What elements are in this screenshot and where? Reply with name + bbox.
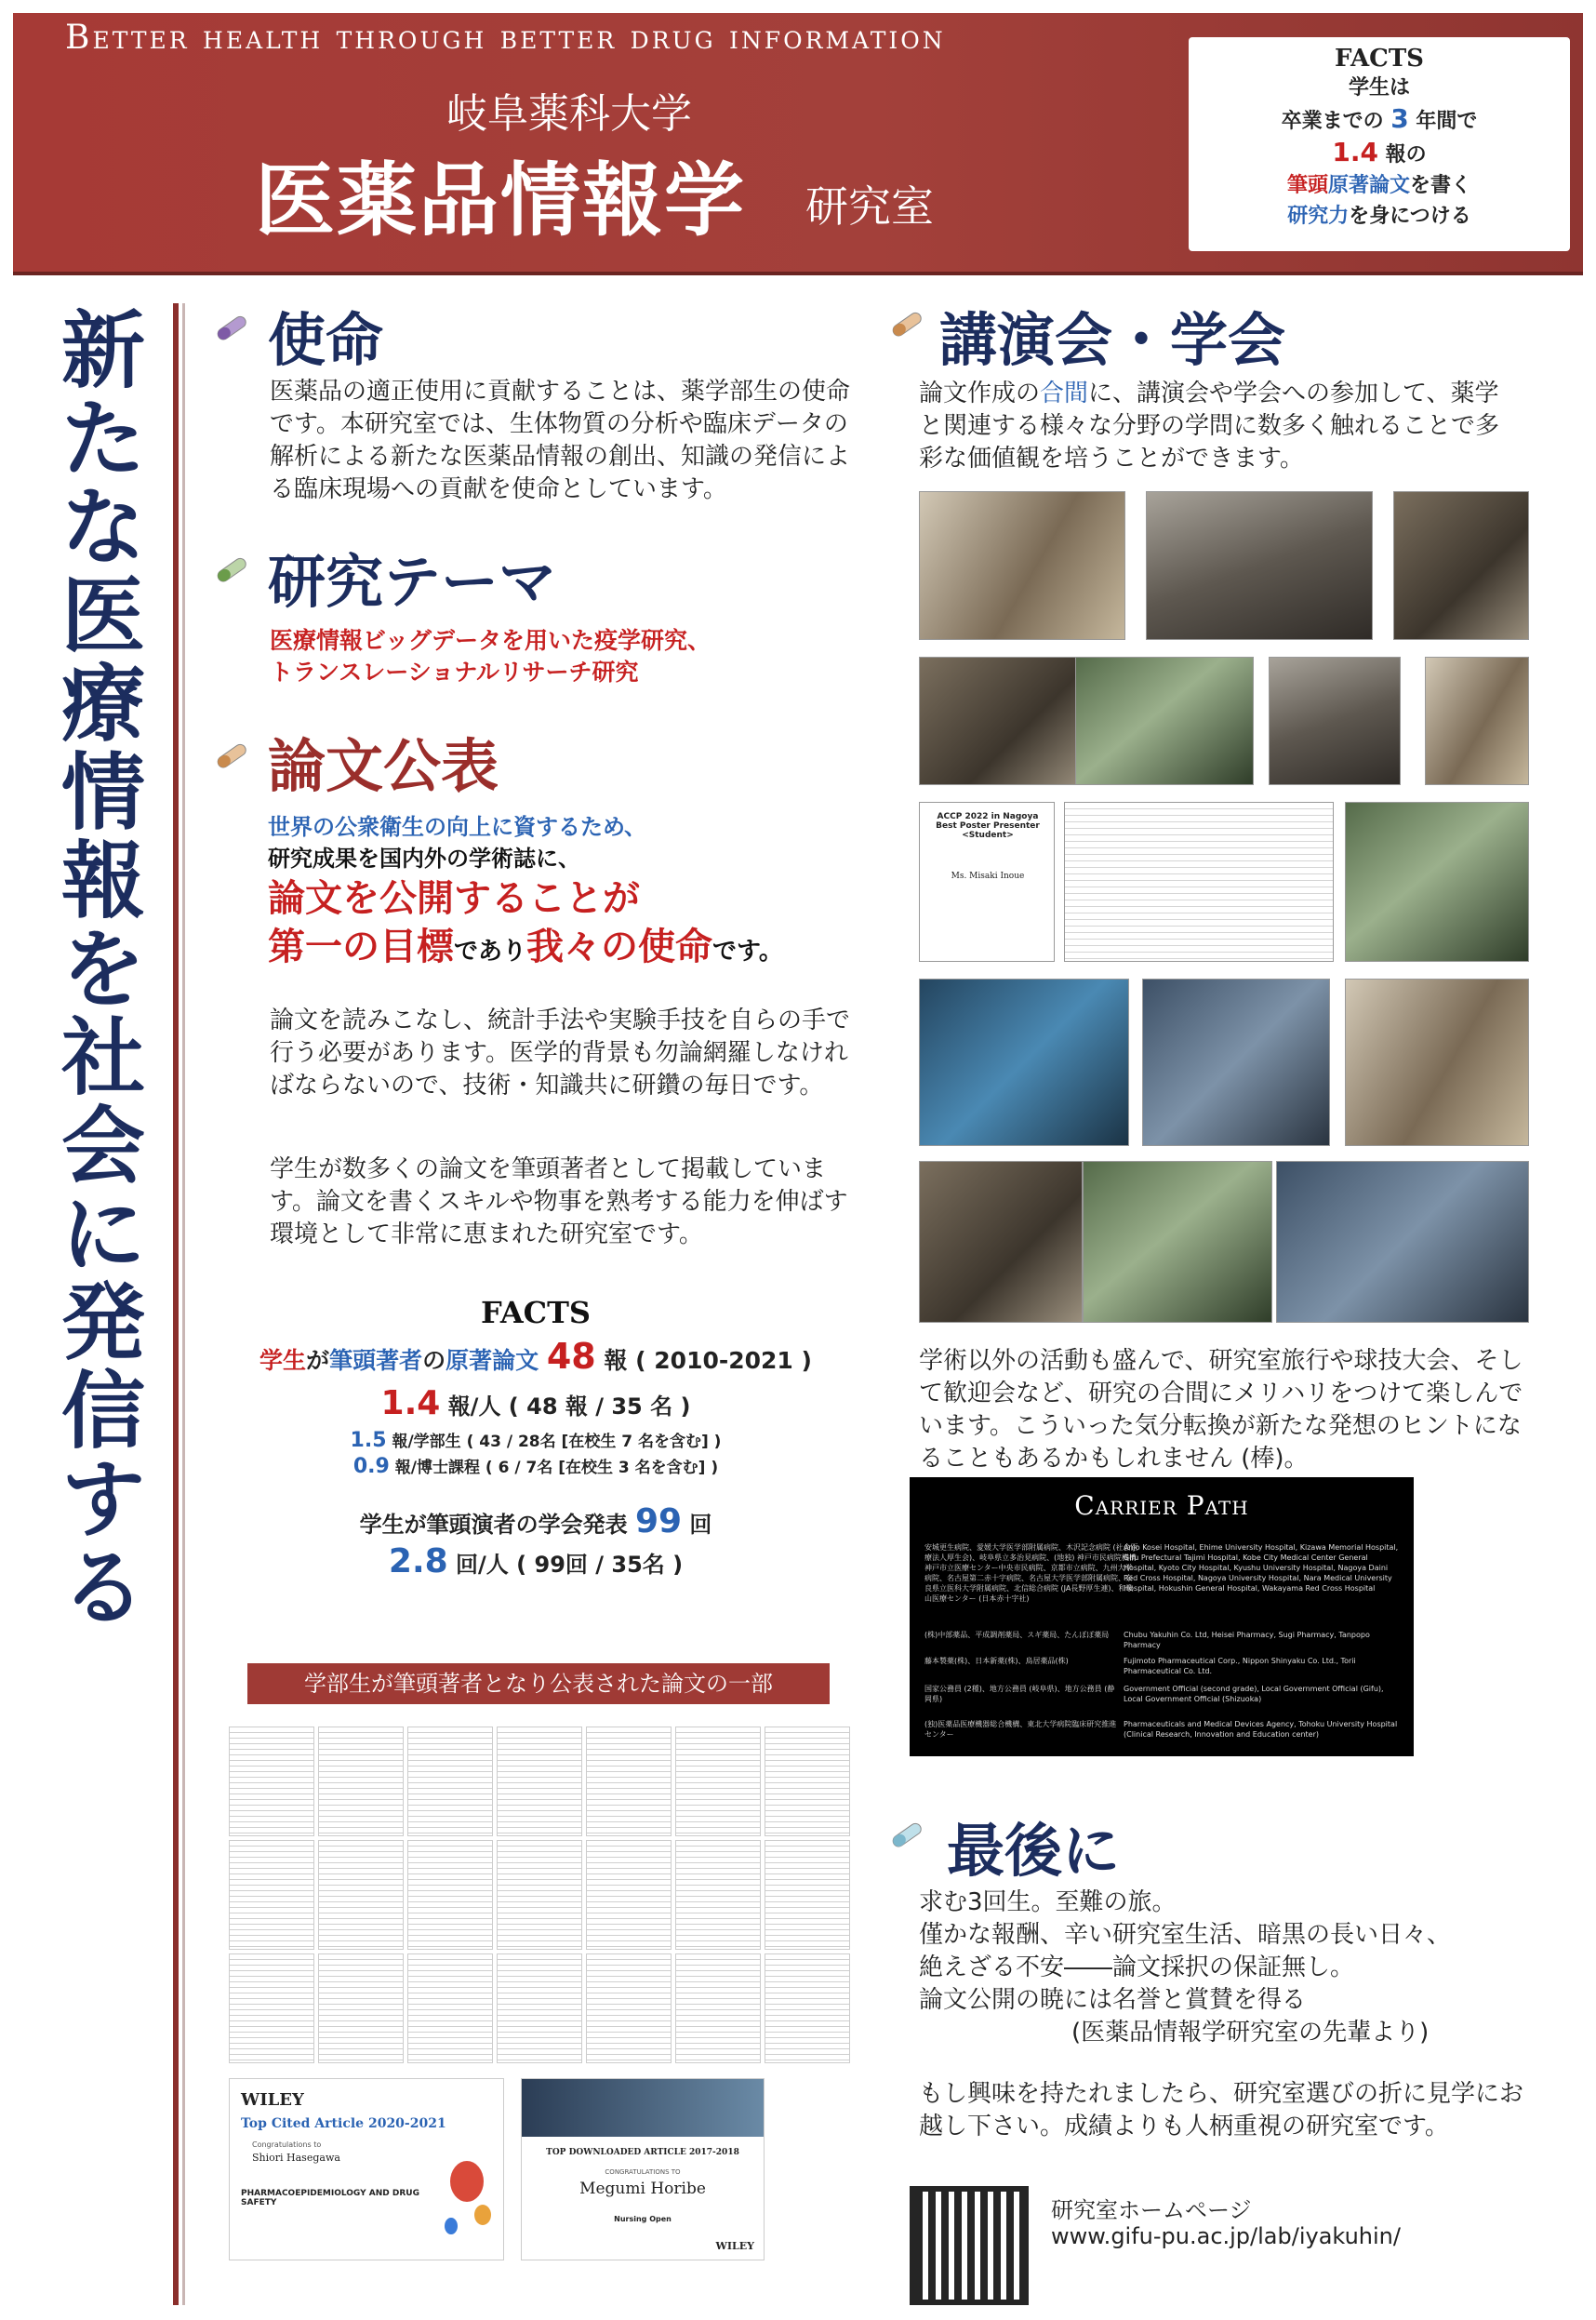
photo-group-outdoor — [1345, 802, 1529, 962]
paper-thumbnail — [407, 1953, 493, 2063]
carrier-ja-4: (独)医薬品医療機器総合機構、東北大学病院臨床研究推進センター — [924, 1720, 1117, 1739]
vertical-slogan-char: 医 — [61, 567, 145, 665]
test-tube-icon — [208, 549, 251, 592]
balloon-icon — [434, 2153, 499, 2247]
photo-podium — [1425, 657, 1529, 785]
lab-suffix: 研究室 — [805, 181, 934, 232]
award-publisher: WILEY — [715, 2240, 754, 2252]
paper-thumbnails — [229, 1727, 858, 2067]
paper-thumbnail — [675, 1727, 761, 1836]
facts-row-6: 2.8 回/人 ( 99回 / 35名 ) — [388, 1542, 684, 1580]
test-tube-icon — [208, 735, 251, 778]
photo-graduation-kimono — [1345, 979, 1529, 1146]
vertical-slogan-char: た — [61, 391, 145, 488]
vertical-slogan-char: 会 — [61, 1098, 145, 1195]
paper-thumbnail — [765, 1840, 850, 1950]
award-title: TOP DOWNLOADED ARTICLE 2017-2018 — [546, 2148, 739, 2157]
vertical-slogan-char: る — [61, 1540, 145, 1637]
paper-thumbnail — [229, 1953, 314, 2063]
closing-line-4: 論文公開の暁には名誉と賞賛を得る — [919, 1986, 1307, 2014]
facts-row-2: 1.4 報/人 ( 48 報 / 35 名 ) — [380, 1384, 691, 1422]
closing-quote — [919, 1887, 1533, 2049]
divider-bar-light — [182, 303, 185, 2305]
vertical-slogan — [52, 302, 154, 1637]
closing-invite: もし興味を持たれましたら、研究室選びの折に見学にお越し下さい。成績よりも人柄重視の研究室です。 — [919, 2080, 1524, 2140]
photo-graduation-group — [1142, 979, 1330, 1146]
header-facts-line4: 筆頭原著論文を書く — [1286, 174, 1472, 197]
test-tube-icon — [208, 307, 251, 350]
paper-thumbnail — [407, 1727, 493, 1836]
closing-line-5: (医薬品情報学研究室の先輩より) — [1071, 2019, 1430, 2047]
award-header-image — [522, 2079, 764, 2137]
paper-thumbnail — [586, 1727, 672, 1836]
photo-group-students — [1075, 657, 1254, 785]
lectures-body: 論文作成の合間に、講演会や学会への参加して、薬学と関連する様々な分野の学問に数多く触れることで多彩な価値観を培うことができます。 — [919, 380, 1500, 473]
publication-para-1: 論文を読みこなし、統計手法や実験手技を自らの手で行う必要があります。医学的背景も勿論網羅しなければならないので、技術・知識共に研鑽の毎日です。 — [270, 1007, 851, 1100]
header-facts-title: FACTS — [1335, 45, 1424, 73]
award-top-downloaded — [521, 2078, 765, 2260]
carrier-ja-3: 国家公務員 (2種)、地方公務員 (岐阜県)、地方公務員 (静岡県) — [924, 1685, 1115, 1703]
qr-code[interactable] — [910, 2186, 1029, 2305]
publication-lead-3: 論文を公開することが — [268, 877, 640, 920]
publication-lead-2: 研究成果を国内外の学術誌に、 — [268, 846, 580, 872]
facts-row-3: 1.5 報/学部生 ( 43 / 28名 [在校生 7 名を含む] ) — [350, 1429, 722, 1452]
poster-award-title: ACCP 2022 in Nagoya Best Poster Presenter <Student> — [936, 812, 1040, 840]
test-tube-icon — [884, 303, 926, 346]
test-tube-icon — [884, 1814, 926, 1857]
closing-line-1: 求む3回生。至難の旅。 — [919, 1888, 1177, 1916]
paper-thumbnail — [229, 1840, 314, 1950]
header-facts-line5: 研究力を身につける — [1287, 205, 1471, 228]
paper-thumbnail — [497, 1953, 582, 2063]
carrier-path-title: Carrier Path — [1074, 1490, 1249, 1521]
photo-poster-session — [919, 491, 1125, 640]
poster-award-name: Ms. Misaki Inoue — [951, 872, 1025, 881]
paper-thumbnail — [586, 1953, 672, 2063]
closing-title: 最後に — [947, 1817, 1121, 1885]
carrier-ja-0: 安城更生病院、愛媛大学医学部附属病院、木沢記念病院 (社会医療法人厚生会)、岐阜県立多治見病院、(地独) 神戸市民病院機構 神戸市立医療センター中央市民病院、京都市立病院、九州大学病院、名古屋第二赤十字病院、名古屋大学医学部附属病院、奈良県立医科大学附属病院、北信総合病院 (JA長野厚生連)、和歌山医療センター (日本赤十字社) — [924, 1543, 1138, 1603]
award-title: Top Cited Article 2020-2021 — [241, 2116, 446, 2131]
research-title: 研究テーマ — [268, 548, 557, 616]
photo-bowling — [1276, 1161, 1529, 1323]
mission-title: 使命 — [268, 306, 384, 374]
facts-row-5: 学生が筆頭演者の学会発表 99 回 — [359, 1502, 712, 1540]
facts-section — [229, 1295, 843, 1580]
photo-discussion — [919, 657, 1086, 785]
photo-presenter — [1269, 657, 1401, 785]
paper-thumbnail — [407, 1840, 493, 1950]
photo-welcome-party — [1083, 1161, 1272, 1323]
paper-thumbnail — [765, 1727, 850, 1836]
carrier-en-4: Pharmaceuticals and Medical Devices Agency, Tohoku University Hospital (Clinical Research, Innovation and Education center) — [1124, 1720, 1398, 1739]
photo-poster-document — [1064, 802, 1334, 962]
closing-line-2: 僅かな報酬、辛い研究室生活、暗黒の長い日々、 — [919, 1921, 1452, 1949]
photo-heart-sign — [919, 979, 1129, 1146]
slogan: Better health through better drug information — [65, 19, 946, 57]
carrier-en-2: Fujimoto Pharmaceutical Corp., Nippon Shinyaku Co. Ltd., Torii Pharmaceutical Co. Ltd. — [1124, 1657, 1356, 1675]
carrier-ja-1: (株)中部薬品、平成調剤薬局、スギ薬局、たんぽぽ薬局 — [924, 1631, 1110, 1639]
publication-title: 論文公表 — [268, 732, 499, 800]
carrier-ja-2: 藤本製薬(株)、日本新薬(株)、鳥居薬品(株) — [924, 1657, 1069, 1665]
carrier-en-1: Chubu Yakuhin Co. Ltd, Heisei Pharmacy, Sugi Pharmacy, Tanpopo Pharmacy — [1124, 1631, 1370, 1649]
divider-bar — [173, 303, 179, 2305]
paper-thumbnail — [675, 1953, 761, 2063]
paper-thumbnail — [229, 1727, 314, 1836]
carrier-en-3: Government Official (second grade), Local Government Official (Gifu), Local Government Official (Shizuoka) — [1124, 1685, 1384, 1703]
vertical-slogan-char: を — [61, 921, 145, 1019]
award-top-cited — [229, 2078, 504, 2260]
photo-trip — [919, 1161, 1083, 1323]
award-congrats: Congratulations to — [252, 2140, 322, 2149]
carrier-path-box — [910, 1477, 1414, 1756]
facts-title: FACTS — [480, 1295, 592, 1330]
research-theme-2: トランスレーショナルリサーチ研究 — [270, 659, 639, 686]
publication-lead-1: 世界の公衆衛生の向上に資するため、 — [268, 814, 647, 840]
vertical-slogan-char: す — [61, 1451, 145, 1549]
award-publisher: WILEY — [241, 2090, 304, 2110]
award-recipient: Megumi Horibe — [579, 2180, 706, 2198]
vertical-slogan-char: 社 — [61, 1009, 145, 1107]
closing-line-3: 絶えざる不安――論文採択の保証無し。 — [919, 1953, 1355, 1981]
award-recipient: Shiori Hasegawa — [252, 2152, 340, 2164]
homepage-url[interactable]: www.gifu-pu.ac.jp/lab/iyakuhin/ — [1051, 2223, 1401, 2249]
paper-thumbnail — [497, 1840, 582, 1950]
vertical-slogan-char: 報 — [61, 833, 145, 930]
vertical-slogan-char: 情 — [61, 744, 145, 842]
vertical-slogan-char: に — [61, 1186, 145, 1284]
vertical-slogan-char: 新 — [61, 302, 145, 400]
facts-row-4: 0.9 報/博士課程 ( 6 / 7名 [在校生 3 名を含む] ) — [352, 1455, 719, 1478]
publication-lead-4: 第一の目標であり我々の使命です。 — [268, 926, 783, 968]
paper-thumbnail — [586, 1840, 672, 1950]
paper-thumbnail — [497, 1727, 582, 1836]
publication-lead — [268, 811, 882, 979]
photo-lecture-hall — [1146, 491, 1373, 640]
paper-thumbnail — [318, 1727, 404, 1836]
photo-conference-sign — [1393, 491, 1529, 640]
carrier-en-0: Anjo Kosei Hospital, Ehime University Hospital, Kizawa Memorial Hospital, Gifu Prefectural Tajimi Hospital, Kobe City Medical Center General Hospital, Kyoto City Hospital, Kyushu University Hospital, Nagoya Daini Red Cross Hospital, Nagoya University Hospital, Nara Medical University Hospital, Hokushin General Hospital, Wakayama Red Cross Hospital — [1124, 1543, 1399, 1593]
vertical-slogan-char: 発 — [61, 1274, 145, 1372]
award-congrats: CONGRATULATIONS TO — [605, 2168, 681, 2176]
paper-thumbnail — [675, 1840, 761, 1950]
vertical-slogan-char: な — [61, 479, 145, 577]
paper-thumbnail — [318, 1840, 404, 1950]
vertical-slogan-char: 療 — [61, 656, 145, 753]
mission-body: 医薬品の適正使用に貢献することは、薬学部生の使命です。本研究室では、生体物質の分析や臨床データの解析による新たな医薬品情報の創出、知識の発信による臨床現場への貢献を使命としています。 — [270, 378, 851, 503]
award-journal: PHARMACOEPIDEMIOLOGY AND DRUG SAFETY — [241, 2189, 419, 2207]
header-facts-line1: 学生は — [1348, 76, 1410, 100]
header-facts-line3: 1.4 報の — [1332, 137, 1427, 167]
activities-text: 学術以外の活動も盛んで、研究室旅行や球技大会、そして歓迎会など、研究の合間にメリハリをつけて楽しんでいます。こういった気分転換が新たな発想のヒントになることもあるかもしれません (棒)。 — [919, 1347, 1523, 1473]
research-theme-1: 医療情報ビッグデータを用いた疫学研究、 — [270, 627, 712, 654]
lectures-title: 講演会・学会 — [939, 306, 1286, 374]
header-facts-box — [1189, 37, 1570, 251]
lab-name: 医薬品情報学 — [255, 154, 746, 247]
research-themes — [270, 625, 711, 688]
university-name: 岐阜薬科大学 — [446, 90, 692, 138]
paper-list-banner: 学部生が筆頭著者となり公表された論文の一部 — [247, 1663, 830, 1704]
vertical-slogan-char: 信 — [61, 1363, 145, 1460]
award-journal: Nursing Open — [614, 2215, 672, 2223]
paper-thumbnail — [765, 1953, 850, 2063]
header-facts-line2: 卒業までの 3 年間で — [1281, 103, 1478, 134]
paper-thumbnail — [318, 1953, 404, 2063]
photo-poster-award — [919, 802, 1055, 962]
homepage-label: 研究室ホームページ — [1051, 2197, 1252, 2223]
facts-row-1: 学生が筆頭著者の原著論文 48 報 ( 2010-2021 ) — [259, 1336, 812, 1377]
publication-para-2: 学生が数多くの論文を筆頭著者として掲載しています。論文を書くスキルや物事を熟考する能力を伸ばす環境として非常に恵まれた研究室です。 — [270, 1155, 848, 1248]
